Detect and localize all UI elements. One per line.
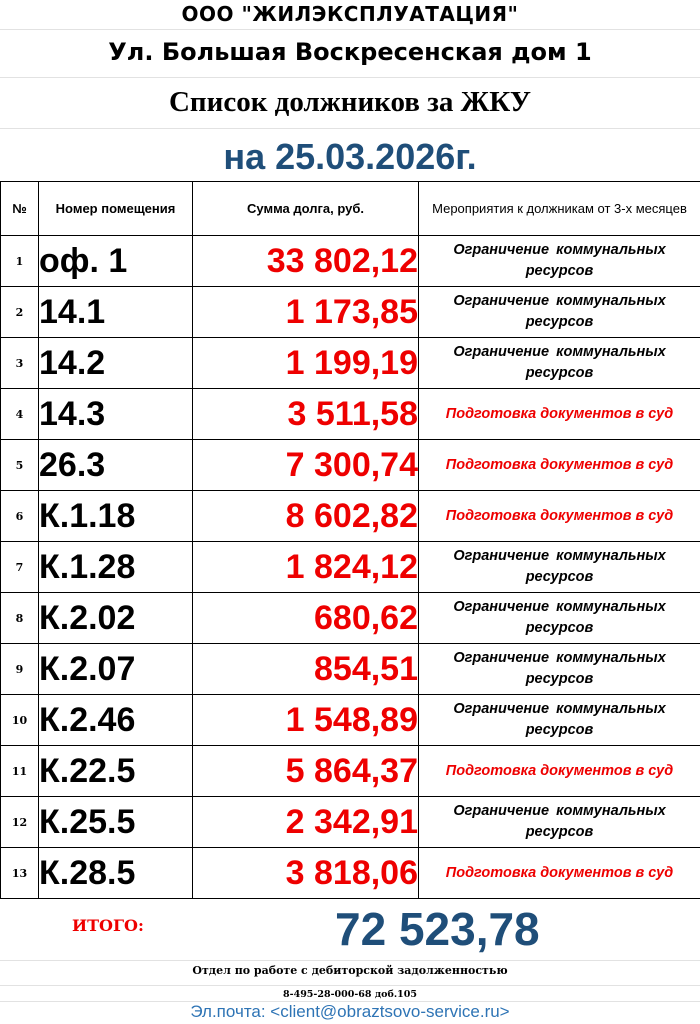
debtor-measure: Ограничение коммунальных ресурсов [419,236,700,287]
room-number: К.22.5 [39,746,193,797]
room-number: К.25.5 [39,797,193,848]
column-header-measures: Мероприятия к должникам от 3-х месяцев [419,182,700,236]
debt-amount: 1 173,85 [193,287,419,338]
debt-amount: 2 342,91 [193,797,419,848]
room-number: К.1.18 [39,491,193,542]
room-number: оф. 1 [39,236,193,287]
row-number: 12 [1,797,39,848]
divider [0,128,700,129]
room-number: 14.2 [39,338,193,389]
divider [0,960,700,961]
table-row [1,746,700,797]
row-number: 4 [1,389,39,440]
total-value: 72 523,78 [335,903,540,955]
table-row [1,644,700,695]
row-number: 9 [1,644,39,695]
debt-amount: 1 824,12 [193,542,419,593]
row-number: 10 [1,695,39,746]
table-row [1,236,700,287]
table-row [1,797,700,848]
debtor-measure: Ограничение коммунальных ресурсов [419,542,700,593]
table-row [1,440,700,491]
debt-amount: 8 602,82 [193,491,419,542]
row-number: 5 [1,440,39,491]
debtor-measure: Подготовка документов в суд [419,746,700,797]
debtors-table [0,181,700,899]
row-number: 3 [1,338,39,389]
report-date: на 25.03.2026г. [223,136,477,177]
table-row [1,287,700,338]
table-row [1,491,700,542]
table-body [1,236,700,899]
total-label: ИТОГО: [72,916,144,935]
debt-amount: 5 864,37 [193,746,419,797]
debt-amount: 680,62 [193,593,419,644]
table-header-row [1,182,700,236]
column-header-amount: Сумма долга, руб. [193,182,419,236]
divider [0,985,700,986]
row-number: 8 [1,593,39,644]
list-title: Список должников за ЖКУ [168,86,532,118]
footer-phone: 8-495-28-000-68 доб.105 [283,989,417,1000]
debt-amount: 854,51 [193,644,419,695]
debtor-measure: Ограничение коммунальных ресурсов [419,338,700,389]
divider [0,77,700,78]
debt-amount: 3 511,58 [193,389,419,440]
footer-email[interactable]: Эл.почта: <client@obraztsovo-service.ru> [190,1002,510,1021]
debtor-measure: Подготовка документов в суд [419,491,700,542]
table-row [1,593,700,644]
company-name: ООО "ЖИЛЭКСПЛУАТАЦИЯ" [181,2,519,26]
room-number: 14.1 [39,287,193,338]
column-header-room: Номер помещения [39,182,193,236]
debtor-measure: Ограничение коммунальных ресурсов [419,797,700,848]
debt-amount: 33 802,12 [193,236,419,287]
table-row [1,848,700,899]
room-number: К.2.46 [39,695,193,746]
debtor-measure: Ограничение коммунальных ресурсов [419,695,700,746]
table-row [1,338,700,389]
table-row [1,389,700,440]
room-number: К.28.5 [39,848,193,899]
debtor-measure: Подготовка документов в суд [419,440,700,491]
column-header-num: № [1,182,39,236]
row-number: 2 [1,287,39,338]
table-row [1,695,700,746]
row-number: 6 [1,491,39,542]
row-number: 13 [1,848,39,899]
debt-amount: 1 199,19 [193,338,419,389]
debtor-measure: Ограничение коммунальных ресурсов [419,644,700,695]
row-number: 7 [1,542,39,593]
debtor-measure: Подготовка документов в суд [419,389,700,440]
room-number: К.1.28 [39,542,193,593]
debt-amount: 3 818,06 [193,848,419,899]
debtor-measure: Ограничение коммунальных ресурсов [419,287,700,338]
row-number: 1 [1,236,39,287]
debt-amount: 7 300,74 [193,440,419,491]
room-number: К.2.07 [39,644,193,695]
table-row [1,542,700,593]
room-number: К.2.02 [39,593,193,644]
footer-department: Отдел по работе с дебиторской задолженностью [192,964,508,977]
building-address: Ул. Большая Воскресенская дом 1 [108,38,592,66]
debtor-measure: Подготовка документов в суд [419,848,700,899]
room-number: 26.3 [39,440,193,491]
debtor-measure: Ограничение коммунальных ресурсов [419,593,700,644]
room-number: 14.3 [39,389,193,440]
row-number: 11 [1,746,39,797]
debt-amount: 1 548,89 [193,695,419,746]
